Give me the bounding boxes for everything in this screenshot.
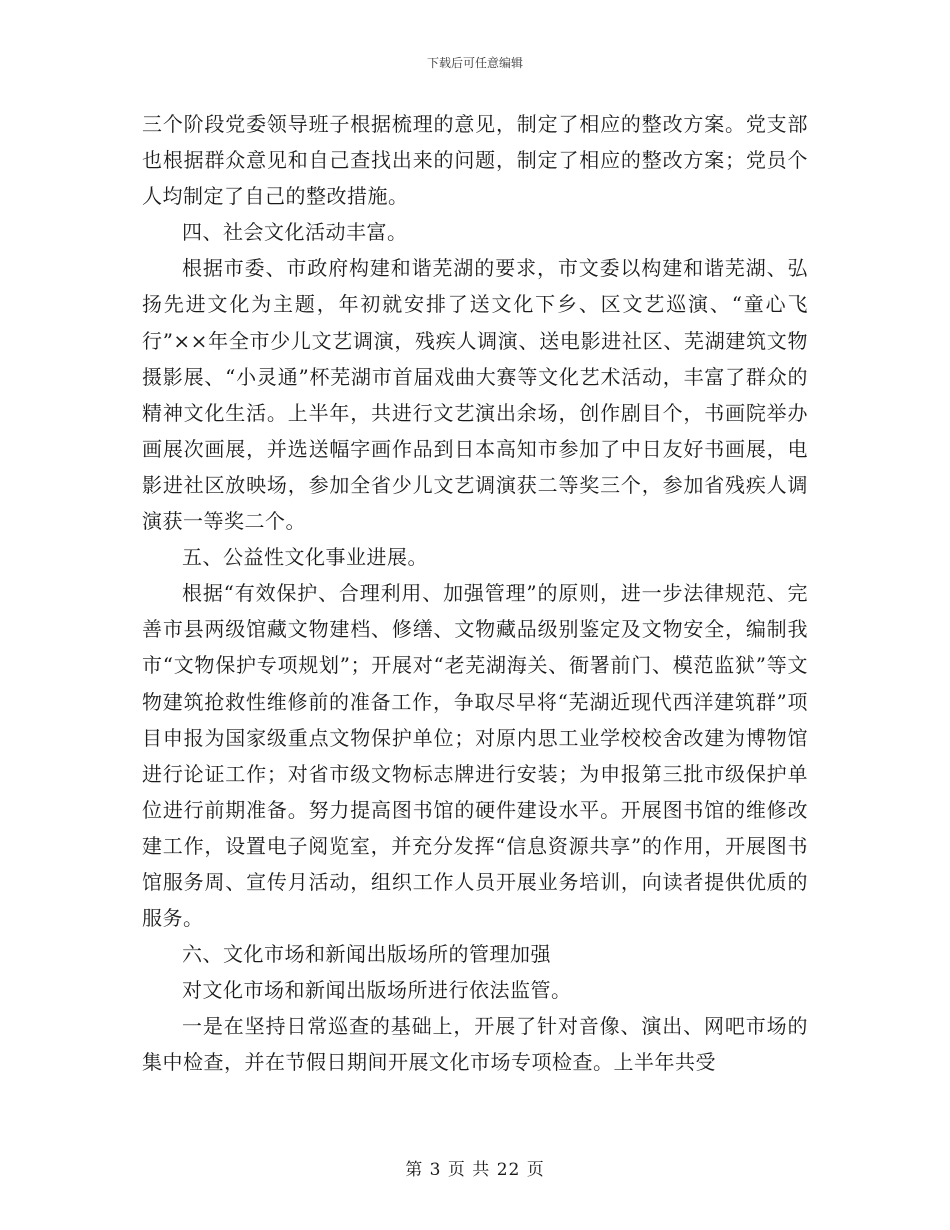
section-heading-6: 六、文化市场和新闻出版场所的管理加强	[182, 942, 551, 967]
header-note: 下载后可任意编辑	[426, 56, 523, 70]
footer-page-number: 3	[429, 1160, 442, 1180]
paragraph-cultural-activities: 根据市委、市政府构建和谐芜湖的要求，市文委以构建和谐芜湖、弘扬先进文化为主题，年初就安排了送文化下乡、区文艺巡演、“童心飞行”××年全市少儿文艺调演，残疾人调演、送电影进社区、芜湖建筑文物摄影展、“小灵通”杯芜湖市首届戏曲大赛等文化艺术活动，丰富了群众的精神文化生活。上半年，共进行文艺演出余场，创作剧目个，书画院举办画展次画展，并选送幅字画作品到日本高知市参加了中日友好书画展，电影进社区放映场，参加全省少儿文艺调演获二等奖三个，参加省残疾人调演获一等奖二个。	[142, 256, 808, 534]
paragraph-continuation: 三个阶段党委领导班子根据梳理的意见，制定了相应的整改方案。党支部也根据群众意见和自己查找出来的问题，制定了相应的整改方案；党员个人均制定了自己的整改措施。	[142, 112, 808, 209]
paragraph-market-supervision: 对文化市场和新闻出版场所进行依法监管。	[182, 978, 572, 1003]
footer-total-pages: 22	[496, 1160, 521, 1180]
paragraph-public-culture: 根据“有效保护、合理利用、加强管理”的原则，进一步法律规范、完善市县两级馆藏文物建档、修缮、文物藏品级别鉴定及文物安全，编制我市“文物保护专项规划”；开展对“老芜湖海关、衙署前门、模范监狱”等文物建筑抢救性维修前的准备工作，争取尽早将“芜湖近现代西洋建筑群”项目申报为国家级重点文物保护单位；对原内思工业学校校舍改建为博物馆进行论证工作；对省市级文物标志牌进行安装；为申报第三批市级保护单位进行前期准备。努力提高图书馆的硬件建设水平。开展图书馆的维修改建工作，设置电子阅览室，并充分发挥“信息资源共享”的作用，开展图书馆服务周、宣传月活动，组织工作人员开展业务培训，向读者提供优质的服务。	[142, 581, 808, 931]
footer-prefix: 第	[405, 1160, 424, 1180]
section-heading-4: 四、社会文化活动丰富。	[182, 220, 408, 245]
footer-suffix: 页	[526, 1160, 545, 1180]
document-body	[142, 106, 808, 1081]
footer-middle: 页 共	[447, 1160, 491, 1180]
section-heading-5: 五、公益性文化事业进展。	[182, 545, 428, 570]
paragraph-inspection: 一是在坚持日常巡查的基础上，开展了针对音像、演出、网吧市场的集中检查，并在节假日期间开展文化市场专项检查。上半年共受	[142, 1014, 808, 1075]
page-footer	[0, 1155, 950, 1180]
